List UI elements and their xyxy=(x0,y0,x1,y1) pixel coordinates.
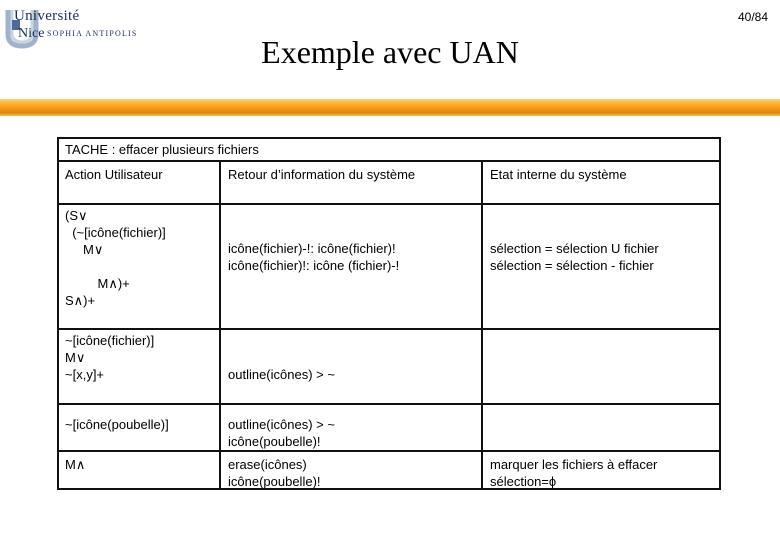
header-etat-interne: Etat interne du système xyxy=(490,167,627,182)
header-action-utilisateur: Action Utilisateur xyxy=(65,167,163,182)
table-line-row3 xyxy=(57,403,721,405)
uan-table xyxy=(57,137,721,490)
logo-text-universite: Université xyxy=(14,8,80,24)
row3-action: ~[icône(poubelle)] xyxy=(65,417,169,432)
table-line-row4 xyxy=(57,450,721,452)
row4-feedback: erase(icônes) icône(poubelle)! xyxy=(228,457,321,489)
table-line-row1 xyxy=(57,203,721,205)
row1-feedback: icône(fichier)-!: icône(fichier)! icône(fichier)!: icône (fichier)-! xyxy=(228,241,400,273)
row1-state: sélection = sélection U fichier sélection = sélection - fichier xyxy=(490,241,659,273)
table-line-task xyxy=(57,160,721,162)
logo-text-nice: Nice xyxy=(18,26,45,41)
slide-title: Exemple avec UAN xyxy=(261,34,519,70)
table-line-row2 xyxy=(57,328,721,330)
table-col-line-1 xyxy=(219,160,221,490)
table-col-line-2 xyxy=(481,160,483,490)
table-border-right xyxy=(719,137,721,490)
row2-action: ~[icône(fichier)] M∨ ~[x,y]+ xyxy=(65,333,155,382)
task-title: TACHE : effacer plusieurs fichiers xyxy=(65,142,259,157)
row4-state: marquer les fichiers à effacer sélection=ϕ xyxy=(490,457,658,489)
row1-action-part2: M∧)+ S∧)+ xyxy=(65,276,130,308)
table-border-left xyxy=(57,137,59,490)
orange-divider-bar xyxy=(0,99,780,116)
header-retour-information: Retour d’information du système xyxy=(228,167,416,182)
logo-text-sophia: SOPHIA ANTIPOLIS xyxy=(47,29,138,38)
table-border-top xyxy=(57,137,721,139)
row4-action: M∧ xyxy=(65,457,86,472)
page-number: 40/84 xyxy=(737,10,768,24)
row3-feedback: outline(icônes) > ~ icône(poubelle)! xyxy=(228,417,335,449)
row1-action-part1: (S∨ (~[icône(fichier)] M∨ xyxy=(65,208,166,257)
row2-feedback: outline(icônes) > ~ xyxy=(228,367,335,382)
